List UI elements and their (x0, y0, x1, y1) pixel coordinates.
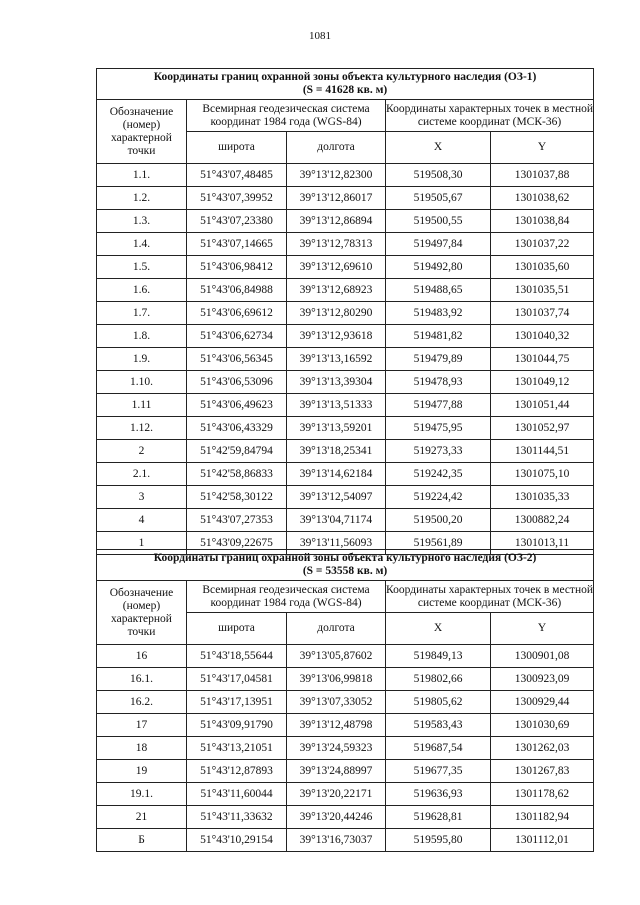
table-title (97, 550, 594, 581)
point-id-cell: 1.7. (97, 302, 187, 325)
table-row (97, 668, 594, 691)
longitude-cell: 39°13'12,68923 (287, 279, 386, 302)
longitude-cell: 39°13'13,16592 (287, 348, 386, 371)
point-id-cell: 1.12. (97, 417, 187, 440)
table-row (97, 348, 594, 371)
point-id-cell: 21 (97, 806, 187, 829)
point-id-cell: 4 (97, 509, 187, 532)
y-cell: 1300929,44 (491, 691, 594, 714)
y-cell: 1301037,88 (491, 164, 594, 187)
longitude-cell: 39°13'24,59323 (287, 737, 386, 760)
header-y: Y (491, 613, 594, 645)
y-cell: 1301035,60 (491, 256, 594, 279)
x-cell: 519505,67 (386, 187, 491, 210)
y-cell: 1301038,84 (491, 210, 594, 233)
x-cell: 519636,93 (386, 783, 491, 806)
y-cell: 1301178,62 (491, 783, 594, 806)
table-title-text: Координаты границ охранной зоны объекта культурного наследия (ОЗ-2) (153, 552, 537, 564)
point-id-cell: 16.2. (97, 691, 187, 714)
point-id-cell: 19.1. (97, 783, 187, 806)
point-id-cell: 1.4. (97, 233, 187, 256)
header-longitude: долгота (287, 613, 386, 645)
x-cell: 519687,54 (386, 737, 491, 760)
longitude-cell: 39°13'07,33052 (287, 691, 386, 714)
y-cell: 1301112,01 (491, 829, 594, 852)
point-id-cell: 1.3. (97, 210, 187, 233)
x-cell: 519497,84 (386, 233, 491, 256)
page-number: 1081 (309, 30, 331, 42)
table-row (97, 463, 594, 486)
x-cell: 519628,81 (386, 806, 491, 829)
longitude-cell: 39°13'06,99818 (287, 668, 386, 691)
point-id-cell: 1.10. (97, 371, 187, 394)
y-cell: 1301037,22 (491, 233, 594, 256)
table-row (97, 760, 594, 783)
table-row (97, 256, 594, 279)
table-row (97, 210, 594, 233)
x-cell: 519477,88 (386, 394, 491, 417)
longitude-cell: 39°13'12,86894 (287, 210, 386, 233)
longitude-cell: 39°13'04,71174 (287, 509, 386, 532)
point-id-cell: 1.5. (97, 256, 187, 279)
header-latitude: широта (187, 132, 287, 164)
point-id-cell: 1.11 (97, 394, 187, 417)
table-row (97, 691, 594, 714)
latitude-cell: 51°43'12,87893 (187, 760, 287, 783)
table-row (97, 302, 594, 325)
longitude-cell: 39°13'13,39304 (287, 371, 386, 394)
longitude-cell: 39°13'11,56093 (287, 532, 386, 555)
point-id-cell: 1.1. (97, 164, 187, 187)
longitude-cell: 39°13'13,59201 (287, 417, 386, 440)
x-cell: 519595,80 (386, 829, 491, 852)
table-title-text: Координаты границ охранной зоны объекта культурного наследия (ОЗ-1) (153, 71, 537, 83)
table-body (97, 645, 594, 852)
header-designation: Обозначение (номер) характерной точки (97, 581, 187, 645)
x-cell: 519500,20 (386, 509, 491, 532)
table-row (97, 187, 594, 210)
point-id-cell: 16.1. (97, 668, 187, 691)
longitude-cell: 39°13'12,48798 (287, 714, 386, 737)
header-latitude: широта (187, 613, 287, 645)
latitude-cell: 51°43'06,69612 (187, 302, 287, 325)
longitude-cell: 39°13'12,78313 (287, 233, 386, 256)
x-cell: 519802,66 (386, 668, 491, 691)
y-cell: 1301267,83 (491, 760, 594, 783)
x-cell: 519849,13 (386, 645, 491, 668)
x-cell: 519488,65 (386, 279, 491, 302)
y-cell: 1301144,51 (491, 440, 594, 463)
x-cell: 519805,62 (386, 691, 491, 714)
coordinates-table-oz2 (96, 549, 594, 852)
latitude-cell: 51°43'09,22675 (187, 532, 287, 555)
y-cell: 1301182,94 (491, 806, 594, 829)
longitude-cell: 39°13'12,69610 (287, 256, 386, 279)
latitude-cell: 51°43'06,53096 (187, 371, 287, 394)
latitude-cell: 51°43'07,48485 (187, 164, 287, 187)
table-row (97, 806, 594, 829)
header-y: Y (491, 132, 594, 164)
latitude-cell: 51°42'58,86833 (187, 463, 287, 486)
longitude-cell: 39°13'12,86017 (287, 187, 386, 210)
longitude-cell: 39°13'05,87602 (287, 645, 386, 668)
header-designation: Обозначение (номер) характерной точки (97, 100, 187, 164)
y-cell: 1301040,32 (491, 325, 594, 348)
y-cell: 1301051,44 (491, 394, 594, 417)
latitude-cell: 51°43'17,13951 (187, 691, 287, 714)
point-id-cell: 1.6. (97, 279, 187, 302)
header-msk: Координаты характерных точек в местной системе координат (МСК-36) (386, 581, 594, 613)
x-cell: 519479,89 (386, 348, 491, 371)
header-wgs: Всемирная геодезическая система координат 1984 года (WGS-84) (187, 100, 386, 132)
x-cell: 519677,35 (386, 760, 491, 783)
y-cell: 1301262,03 (491, 737, 594, 760)
latitude-cell: 51°43'06,62734 (187, 325, 287, 348)
latitude-cell: 51°43'06,49623 (187, 394, 287, 417)
point-id-cell: 1.9. (97, 348, 187, 371)
table-row (97, 737, 594, 760)
point-id-cell: 3 (97, 486, 187, 509)
table-row (97, 783, 594, 806)
coordinates-table-oz1 (96, 68, 594, 555)
x-cell: 519500,55 (386, 210, 491, 233)
y-cell: 1300882,24 (491, 509, 594, 532)
y-cell: 1301013,11 (491, 532, 594, 555)
table-area: (S = 53558 кв. м) (302, 565, 388, 577)
latitude-cell: 51°43'06,56345 (187, 348, 287, 371)
table-row (97, 714, 594, 737)
point-id-cell: 1.2. (97, 187, 187, 210)
table-title (97, 69, 594, 100)
latitude-cell: 51°43'09,91790 (187, 714, 287, 737)
point-id-cell: Б (97, 829, 187, 852)
latitude-cell: 51°43'06,98412 (187, 256, 287, 279)
longitude-cell: 39°13'20,44246 (287, 806, 386, 829)
longitude-cell: 39°13'16,73037 (287, 829, 386, 852)
point-id-cell: 18 (97, 737, 187, 760)
x-cell: 519273,33 (386, 440, 491, 463)
table-row (97, 164, 594, 187)
longitude-cell: 39°13'12,93618 (287, 325, 386, 348)
latitude-cell: 51°43'13,21051 (187, 737, 287, 760)
y-cell: 1301052,97 (491, 417, 594, 440)
x-cell: 519224,42 (386, 486, 491, 509)
latitude-cell: 51°43'11,60044 (187, 783, 287, 806)
x-cell: 519242,35 (386, 463, 491, 486)
latitude-cell: 51°43'18,55644 (187, 645, 287, 668)
y-cell: 1301030,69 (491, 714, 594, 737)
latitude-cell: 51°43'06,84988 (187, 279, 287, 302)
longitude-cell: 39°13'12,54097 (287, 486, 386, 509)
point-id-cell: 1 (97, 532, 187, 555)
x-cell: 519478,93 (386, 371, 491, 394)
table-row (97, 645, 594, 668)
table-row (97, 325, 594, 348)
table-row (97, 371, 594, 394)
y-cell: 1301035,51 (491, 279, 594, 302)
latitude-cell: 51°43'07,14665 (187, 233, 287, 256)
table-row (97, 829, 594, 852)
longitude-cell: 39°13'14,62184 (287, 463, 386, 486)
table-row (97, 417, 594, 440)
table-row (97, 509, 594, 532)
latitude-cell: 51°43'07,39952 (187, 187, 287, 210)
point-id-cell: 19 (97, 760, 187, 783)
table-row (97, 486, 594, 509)
header-msk: Координаты характерных точек в местной системе координат (МСК-36) (386, 100, 594, 132)
header-wgs: Всемирная геодезическая система координат 1984 года (WGS-84) (187, 581, 386, 613)
y-cell: 1301037,74 (491, 302, 594, 325)
latitude-cell: 51°43'07,27353 (187, 509, 287, 532)
point-id-cell: 2 (97, 440, 187, 463)
latitude-cell: 51°43'10,29154 (187, 829, 287, 852)
longitude-cell: 39°13'20,22171 (287, 783, 386, 806)
table-body (97, 164, 594, 555)
x-cell: 519583,43 (386, 714, 491, 737)
header-x: X (386, 613, 491, 645)
longitude-cell: 39°13'12,82300 (287, 164, 386, 187)
x-cell: 519483,92 (386, 302, 491, 325)
table-row (97, 440, 594, 463)
table-row (97, 279, 594, 302)
y-cell: 1301044,75 (491, 348, 594, 371)
latitude-cell: 51°43'06,43329 (187, 417, 287, 440)
point-id-cell: 1.8. (97, 325, 187, 348)
point-id-cell: 2.1. (97, 463, 187, 486)
y-cell: 1301038,62 (491, 187, 594, 210)
header-longitude: долгота (287, 132, 386, 164)
y-cell: 1300923,09 (491, 668, 594, 691)
longitude-cell: 39°13'13,51333 (287, 394, 386, 417)
latitude-cell: 51°42'59,84794 (187, 440, 287, 463)
x-cell: 519475,95 (386, 417, 491, 440)
y-cell: 1301035,33 (491, 486, 594, 509)
y-cell: 1300901,08 (491, 645, 594, 668)
latitude-cell: 51°43'11,33632 (187, 806, 287, 829)
header-x: X (386, 132, 491, 164)
latitude-cell: 51°43'07,23380 (187, 210, 287, 233)
longitude-cell: 39°13'12,80290 (287, 302, 386, 325)
y-cell: 1301075,10 (491, 463, 594, 486)
x-cell: 519561,89 (386, 532, 491, 555)
table-row (97, 233, 594, 256)
x-cell: 519481,82 (386, 325, 491, 348)
x-cell: 519492,80 (386, 256, 491, 279)
latitude-cell: 51°42'58,30122 (187, 486, 287, 509)
point-id-cell: 17 (97, 714, 187, 737)
longitude-cell: 39°13'18,25341 (287, 440, 386, 463)
latitude-cell: 51°43'17,04581 (187, 668, 287, 691)
table-row (97, 394, 594, 417)
point-id-cell: 16 (97, 645, 187, 668)
table-area: (S = 41628 кв. м) (302, 84, 388, 96)
longitude-cell: 39°13'24,88997 (287, 760, 386, 783)
x-cell: 519508,30 (386, 164, 491, 187)
y-cell: 1301049,12 (491, 371, 594, 394)
